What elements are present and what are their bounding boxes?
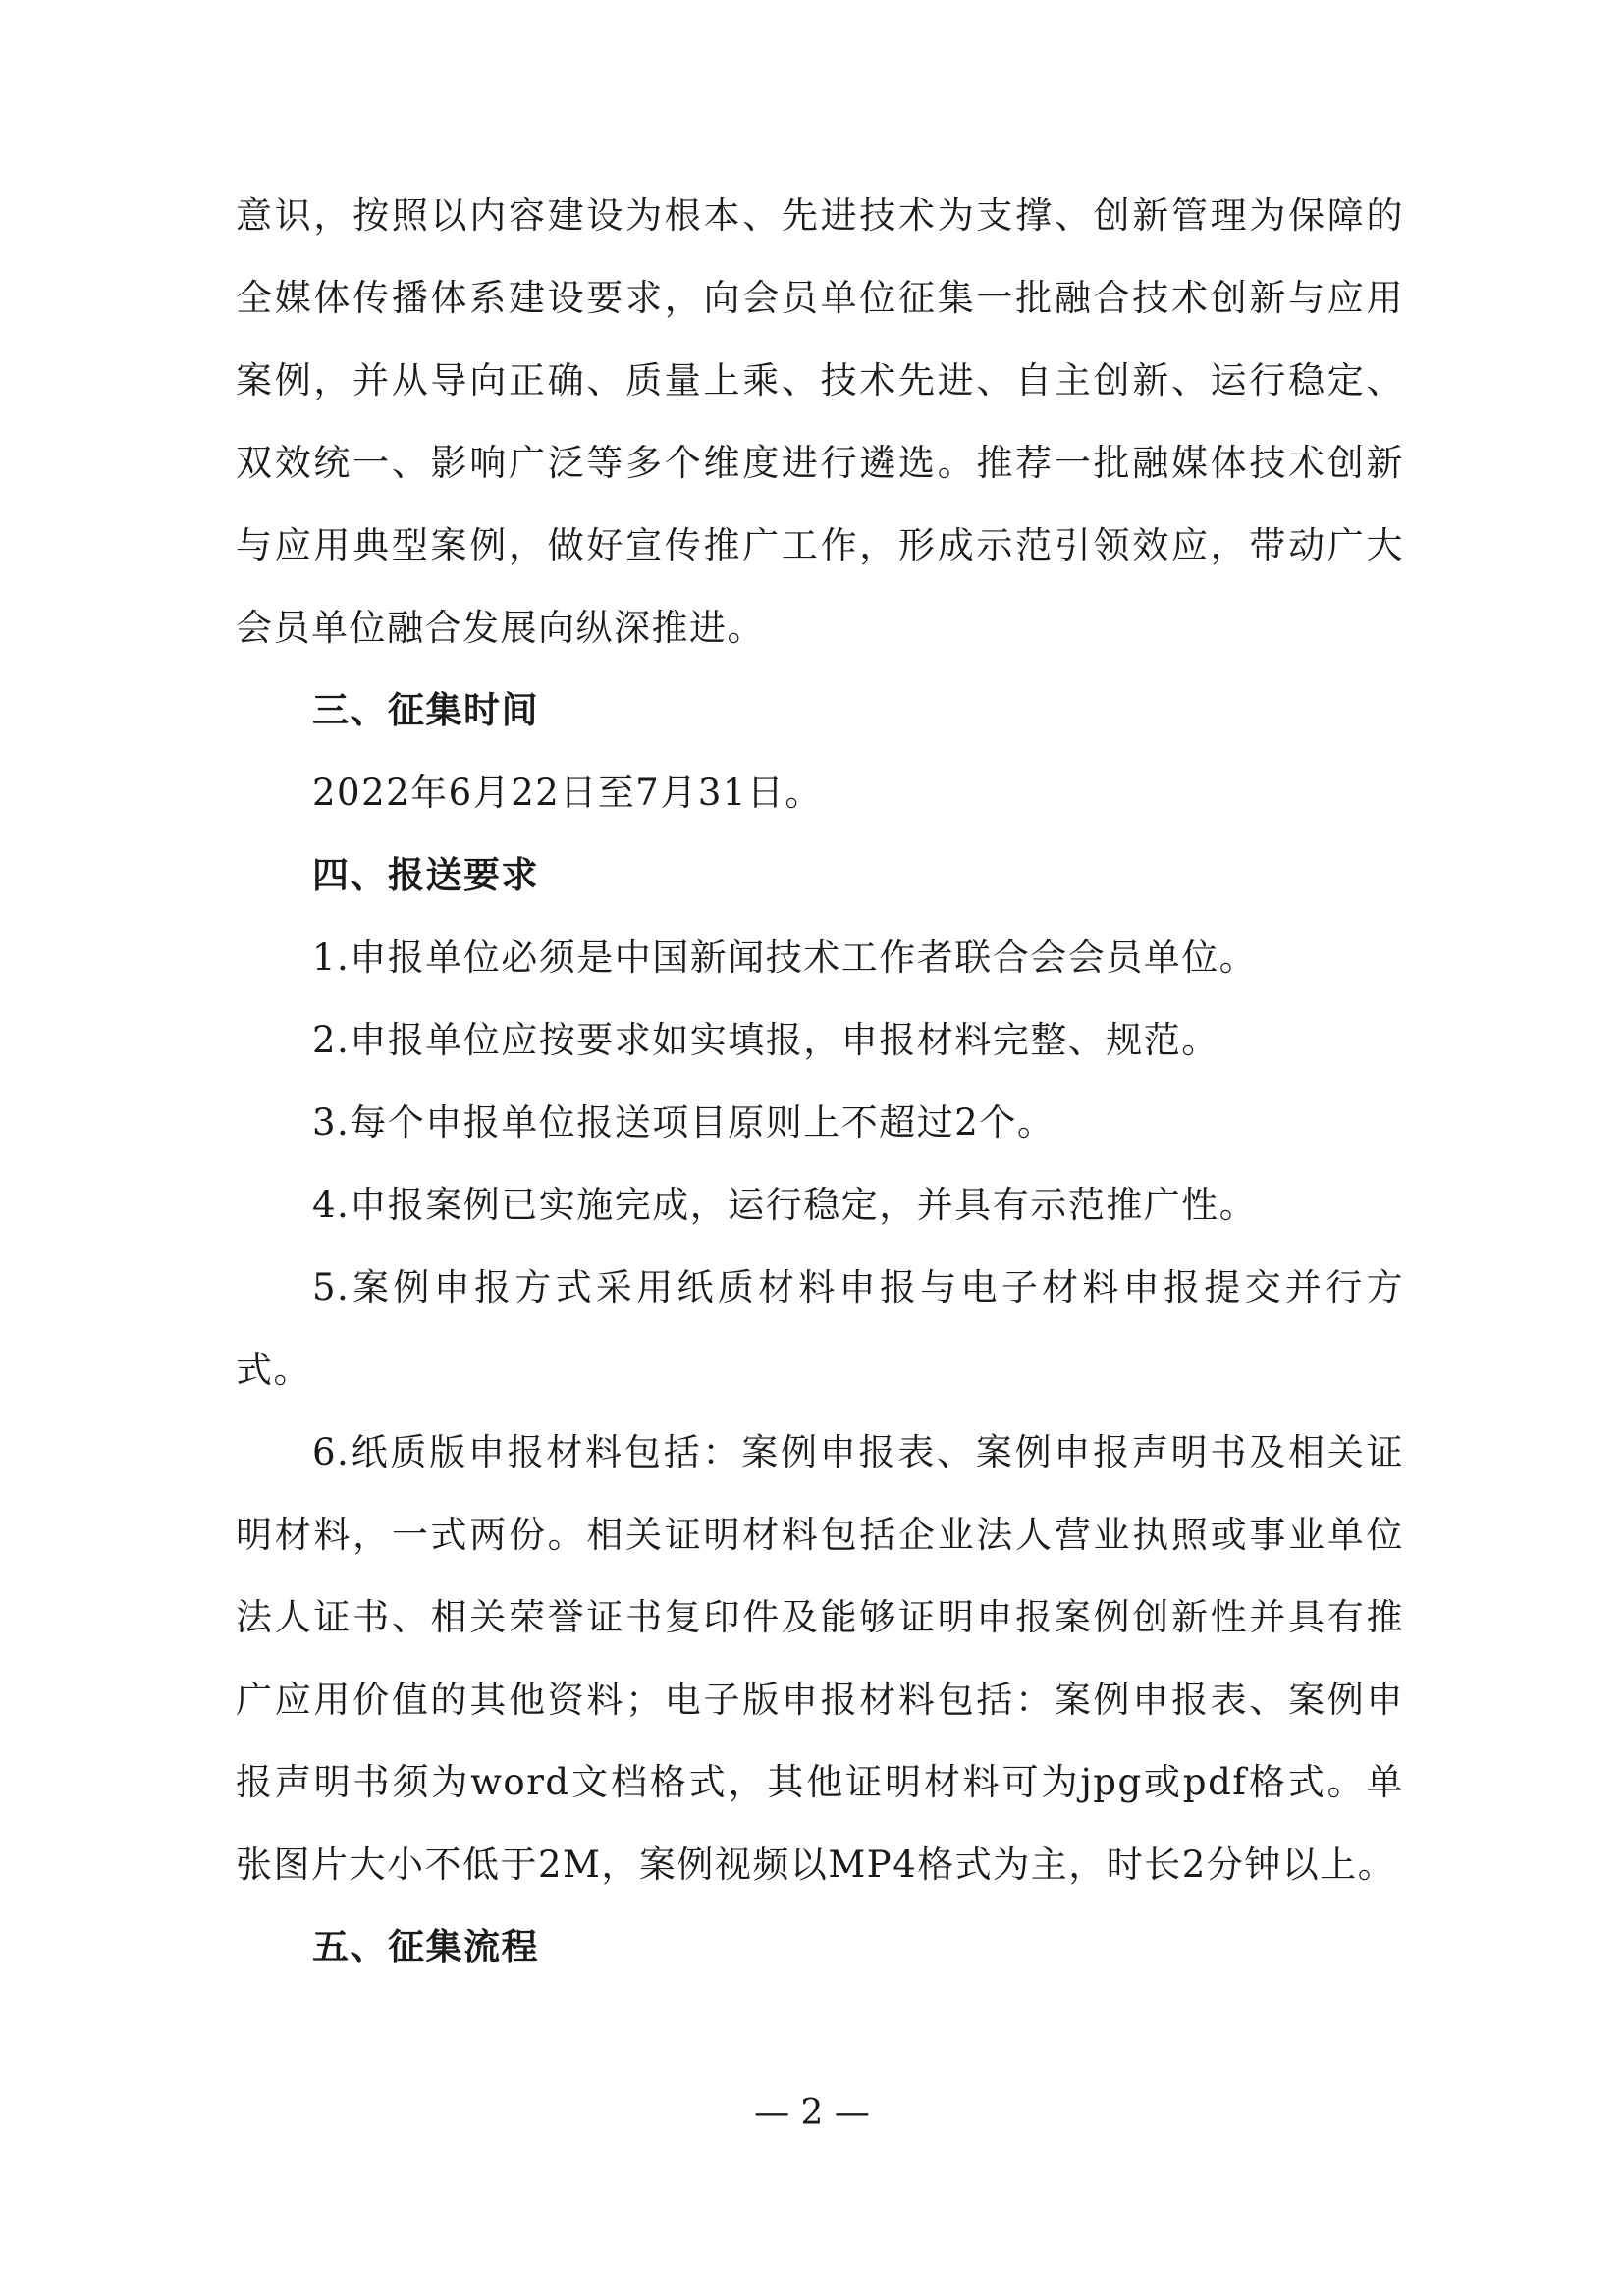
section-heading-collection-process: 五、征集流程	[312, 1926, 539, 1968]
section-heading-submission-requirements: 四、报送要求	[312, 854, 539, 896]
intro-paragraph: 意识，按照以内容建设为根本、先进技术为支撑、创新管理为保障的全媒体传播体系建设要求，向会员单位征集一批融合技术创新与应用案例，并从导向正确、质量上乘、技术先进、自主创新、运行稳定、双效统一、影响广泛等多个维度进行遴选。推荐一批融媒体技术创新与应用典型案例，做好宣传推广工作，形成示范引领效应，带动广大会员单位融合发展向纵深推进。	[236, 194, 1404, 649]
requirement-item-6: 6.纸质版申报材料包括：案例申报表、案例申报声明书及相关证明材料，一式两份。相关证明材料包括企业法人营业执照或事业单位法人证书、相关荣誉证书复印件及能够证明申报案例创新性并具有推广应用价值的其他资料；电子版申报材料包括：案例申报表、案例申报声明书须为word文档格式，其他证明材料可为jpg或pdf格式。单张图片大小不低于2M，案例视频以MP4格式为主，时长2分钟以上。	[236, 1431, 1404, 1886]
requirement-item-1: 1.申报单位必须是中国新闻技术工作者联合会会员单位。	[312, 936, 1258, 979]
requirement-item-2: 2.申报单位应按要求如实填报，申报材料完整、规范。	[312, 1019, 1219, 1061]
requirement-item-4: 4.申报案例已实施完成，运行稳定，并具有示范推广性。	[312, 1184, 1258, 1226]
document-body	[236, 175, 1404, 1989]
requirement-item-5: 5.案例申报方式采用纸质材料申报与电子材料申报提交并行方式。	[236, 1266, 1404, 1391]
requirement-item-3: 3.每个申报单位报送项目原则上不超过2个。	[312, 1101, 1056, 1144]
collection-time-paragraph: 2022年6月22日至7月31日。	[312, 772, 823, 814]
page-number: — 2 —	[754, 2093, 870, 2133]
section-heading-collection-time: 三、征集时间	[312, 689, 539, 731]
